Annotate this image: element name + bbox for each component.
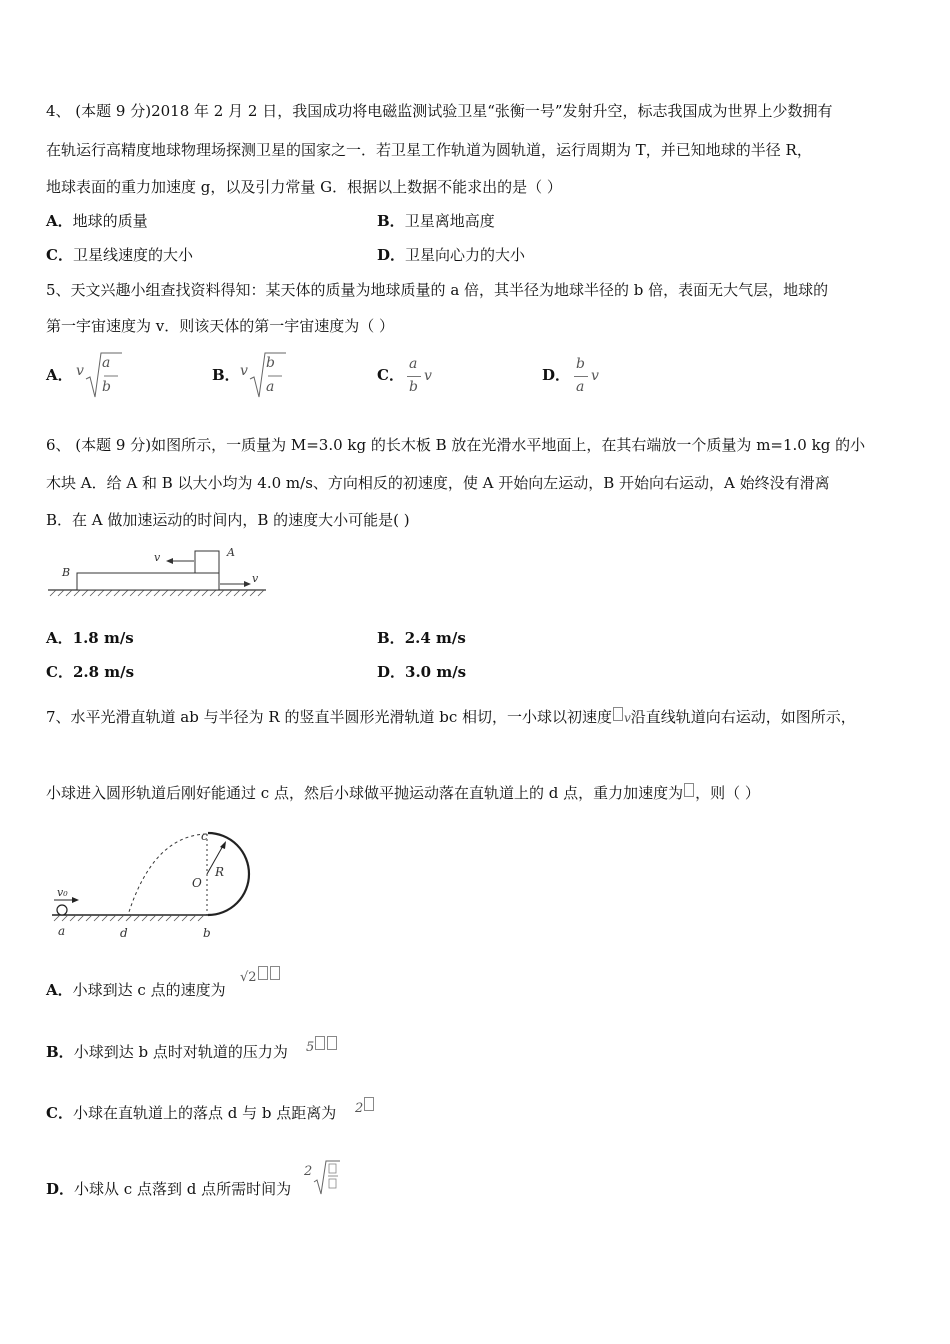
q7-label-o: O (192, 876, 202, 890)
q5-d-num: b (576, 356, 585, 372)
q7-stem-line1-part1: 7、水平光滑直轨道 ab 与半径为 R 的竖直半圆形光滑轨道 bc 相切，一小球以初速度 (46, 708, 612, 726)
q4-option-c-key: C． (46, 246, 73, 264)
q5-a-den: b (102, 379, 111, 395)
q4-stem-line2: 在轨运行高精度地球物理场探测卫星的国家之一．若卫星工作轨道为圆轨道，运行周期为 T，并已知地球的半径 R， (46, 141, 812, 159)
q7-stem-line2-part2: ，则（ ） (695, 784, 760, 802)
q5-c-fraction-bar (407, 376, 421, 377)
q4-option-d (377, 245, 525, 265)
q5-option-c-formula (407, 354, 447, 400)
q5-c-v: v (424, 368, 432, 384)
q5-stem-line2: 第一宇宙速度为 v．则该天体的第一宇宙速度为（ ） (46, 317, 395, 335)
q6-option-b (377, 628, 466, 648)
q5-option-d-key: D． (542, 366, 571, 384)
q7-label-a: a (58, 924, 66, 938)
q4-stem-line1: 4、 (本题 9 分)2018 年 2 月 2 日，我国成功将电磁监测试验卫星“张衡一号”发射升空，标志我国成为世界上少数拥有 (46, 102, 833, 120)
q7-label-c: c (201, 829, 208, 843)
q7-label-b: b (203, 926, 211, 940)
q5-b-num: b (266, 355, 275, 371)
q7-option-a-text: 小球到达 c 点的速度为 (72, 981, 226, 999)
q6-option-c-key: C． (46, 663, 73, 681)
q6-label-b: B (62, 566, 71, 579)
q7-option-d (46, 1179, 291, 1199)
q7-d-expr-text: 2 (304, 1164, 313, 1179)
q7-option-b (46, 1042, 288, 1062)
q7-stem-line2 (46, 783, 760, 803)
q7-label-d: d (120, 926, 128, 940)
q7-stem-line1: 7、水平光滑直轨道 ab 与半径为 R 的竖直半圆形光滑轨道 bc 相切，一小球以初速度 v沿直线轨道向右运动，如图所示， (46, 708, 856, 726)
q7-option-a-expr (240, 966, 281, 985)
q7-label-r: R (215, 865, 225, 879)
q7-a-placeholder-icon (258, 966, 268, 980)
q5-stem-line1: 5、天文兴趣小组查找资料得知：某天体的质量为地球质量的 a 倍，其半径为地球半径的 b 倍，表面无大气层，地球的 (46, 281, 829, 299)
q6-label-a: A (227, 546, 235, 559)
q7-b-expr-text: 5 (306, 1040, 315, 1055)
q7-option-a-key: A． (46, 981, 73, 999)
q5-c-den: b (409, 379, 418, 395)
q7-label-v0: v₀ (57, 886, 68, 899)
q4-option-b (377, 211, 495, 231)
q6-stem-line3: B．在 A 做加速运动的时间内，B 的速度大小可能是( ) (46, 511, 410, 529)
q7-b-placeholder-icon (315, 1036, 325, 1050)
q5-option-a (46, 365, 73, 385)
q5-option-d (542, 365, 570, 385)
q5-a-v: v (76, 363, 84, 379)
q6-option-a-key: A． (46, 629, 73, 647)
q5-option-a-key: A． (46, 366, 73, 384)
q5-d-den: a (576, 379, 585, 395)
q4-option-a (46, 211, 148, 231)
q5-option-d-formula (574, 354, 614, 400)
q7-option-c (46, 1103, 336, 1123)
q6-option-b-key: B． (377, 629, 405, 647)
q7-a-expr-text: √2 (240, 970, 257, 985)
q4-option-b-key: B． (377, 212, 405, 230)
q4-option-b-text: 卫星离地高度 (404, 212, 495, 230)
q6-option-b-text: 2.4 m/s (404, 629, 466, 647)
q7-option-c-text: 小球在直轨道上的落点 d 与 b 点距离为 (72, 1104, 337, 1122)
q5-c-num: a (409, 356, 418, 372)
q4-option-a-key: A． (46, 212, 73, 230)
q7-option-c-expr (355, 1097, 375, 1116)
q4-option-d-text: 卫星向心力的大小 (405, 246, 526, 264)
q5-option-b (212, 365, 240, 385)
q6-option-c (46, 662, 134, 682)
q5-b-den: a (266, 379, 275, 395)
q7-figure-track (48, 830, 263, 945)
q6-option-d-key: D． (377, 663, 406, 681)
q5-b-v: v (240, 363, 248, 379)
q6-option-a-text: 1.8 m/s (72, 629, 134, 647)
q4-stem-line3: 地球表面的重力加速度 g，以及引力常量 G．根据以上数据不能求出的是（ ） (46, 178, 562, 196)
q5-d-v: v (591, 368, 599, 384)
q6-stem-line2: 木块 A．给 A 和 B 以大小均为 4.0 m/s、方向相反的初速度，使 A 开始向左运动，B 开始向右运动，A 始终没有滑离 (46, 474, 830, 492)
q4-option-c (46, 245, 193, 265)
q6-stem-line1: 6、 (本题 9 分)如图所示，一质量为 M=3.0 kg 的长木板 B 放在光滑水平地面上，在其右端放一个质量为 m=1.0 kg 的小 (46, 436, 866, 454)
q7-v0-placeholder-icon (613, 707, 623, 721)
q4-option-d-key: D． (377, 246, 406, 264)
q6-option-a (46, 628, 134, 648)
q6-label-v-right: v (252, 572, 259, 585)
q6-option-d-text: 3.0 m/s (405, 663, 467, 681)
q4-option-c-text: 卫星线速度的大小 (72, 246, 193, 264)
q4-option-a-text: 地球的质量 (72, 212, 148, 230)
q5-a-num: a (102, 355, 111, 371)
q5-option-c-key: C． (377, 366, 404, 384)
q7-d-sqrt-sign (312, 1158, 342, 1198)
q7-option-b-key: B． (46, 1043, 74, 1061)
q7-option-d-text: 小球从 c 点落到 d 点所需时间为 (74, 1180, 292, 1198)
q7-option-d-key: D． (46, 1180, 75, 1198)
q5-option-b-key: B． (212, 366, 240, 384)
q7-g-placeholder-icon (684, 783, 694, 797)
q7-c-placeholder-icon (364, 1097, 374, 1111)
q5-d-fraction-bar (574, 376, 588, 377)
q7-a-placeholder-icon-2 (270, 966, 280, 980)
q5-option-c (377, 365, 404, 385)
q7-b-placeholder-icon-2 (327, 1036, 337, 1050)
q7-option-b-text: 小球到达 b 点时对轨道的压力为 (73, 1043, 288, 1061)
q6-option-c-text: 2.8 m/s (72, 663, 135, 681)
q7-stem-line1-part2: 沿直线轨道向右运动，如图所示， (630, 708, 856, 726)
q6-option-d (377, 662, 466, 682)
q7-c-expr-text: 2 (355, 1101, 364, 1116)
q7-option-a (46, 980, 226, 1000)
q7-option-d-expr (304, 1158, 344, 1198)
q7-option-c-key: C． (46, 1104, 73, 1122)
q7-stem-line2-part1: 小球进入圆形轨道后刚好能通过 c 点，然后小球做平抛运动落在直轨道上的 d 点，重力加速度为 (46, 784, 684, 802)
q6-label-v-left: v (154, 551, 161, 564)
q7-option-b-expr (306, 1036, 338, 1055)
